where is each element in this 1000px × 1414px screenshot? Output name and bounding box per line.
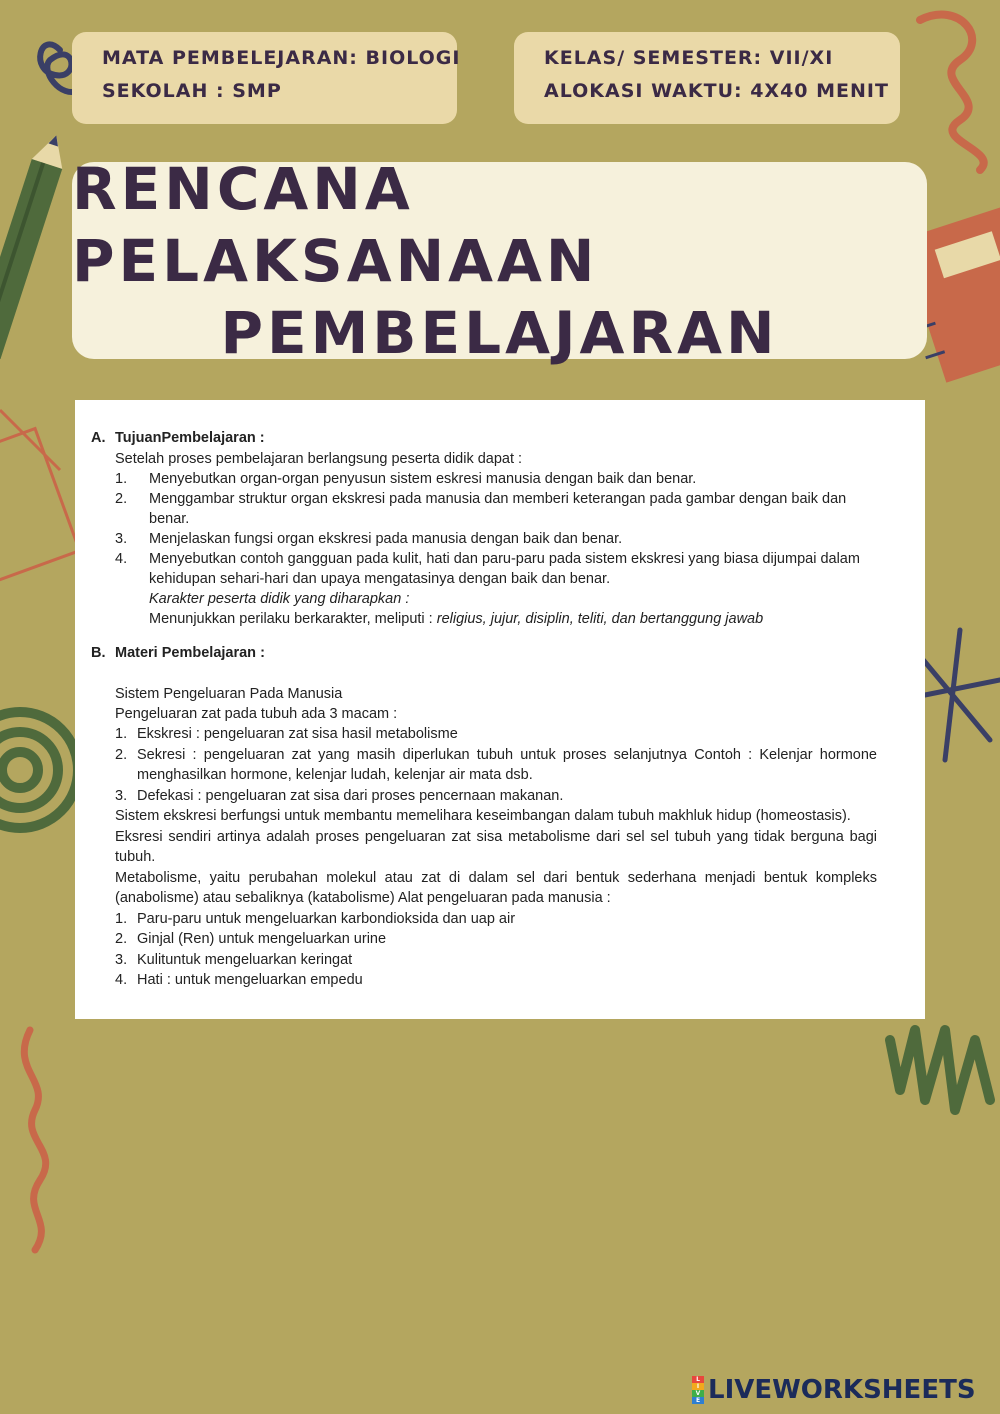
page-title-line1: RENCANA PELAKSANAAN	[72, 154, 599, 295]
time-allocation-label: ALOKASI WAKTU: 4X40 MENIT	[544, 80, 889, 102]
objective-item: 2. Menggambar struktur organ ekskresi pada manusia dan memberi keterangan pada gambar dengan baik dan benar.	[115, 491, 847, 527]
character-values: religius, jujur, disiplin, teliti, dan bertanggung jawab	[436, 611, 764, 627]
title-banner	[72, 154, 927, 367]
organ-item: 1. Paru-paru untuk mengeluarkan karbondioksida dan uap air	[115, 910, 516, 927]
orange-scribble-doodle	[920, 15, 984, 170]
objective-item: 1. Menyebutkan organ-organ penyusun sistem eskresi manusia dengan baik dan benar.	[115, 471, 697, 487]
green-zigzag-doodle	[890, 1030, 990, 1110]
excretion-type-item: 3. Defekasi : pengeluaran zat sisa dari proses pencernaan makanan.	[115, 787, 564, 804]
class-semester-label: KELAS/ SEMESTER: VII/XI	[544, 47, 834, 69]
subject-label: MATA PEMBELEJARAN: BIOLOGI	[102, 47, 461, 69]
objective-item: 3. Menjelaskan fungsi organ ekskresi pada manusia dengan baik dan benar.	[115, 531, 623, 547]
live-badge-icon: L I V E	[692, 1376, 704, 1404]
material-paragraph: Sistem ekskresi berfungsi untuk membantu memelihara keseimbangan dalam tubuh makhluk hidup (homeostasis).	[115, 808, 851, 824]
excretion-type-item: 1. Ekskresi : pengeluaran zat sisa hasil metabolisme	[115, 726, 458, 742]
lesson-document	[75, 400, 925, 1019]
notebook-outline-doodle	[0, 410, 80, 581]
school-label: SEKOLAH : SMP	[102, 80, 282, 102]
section-a-intro: Setelah proses pembelajaran berlangsung peserta didik dapat :	[115, 451, 523, 467]
organ-item: 3. Kulituntuk mengeluarkan keringat	[115, 951, 353, 968]
organ-item: 2. Ginjal (Ren) untuk mengeluarkan urine	[115, 931, 387, 947]
orange-squiggle-doodle	[24, 1030, 45, 1250]
section-b-heading	[91, 643, 877, 664]
character-heading: Karakter peserta didik yang diharapkan :	[149, 591, 410, 607]
section-a-letter: A.	[91, 430, 106, 446]
objective-item: 4. Menyebutkan contoh gangguan pada kulit, hati dan paru-paru pada sistem ekskresi yang biasa dijumpai dalam kehidupan sehari-hari dan upaya mengatasinya dengan baik dan benar.	[115, 551, 860, 587]
page-title-line2: PEMBELAJARAN	[220, 298, 779, 367]
green-spiral-doodle	[0, 712, 78, 828]
pencil-icon	[0, 130, 72, 359]
material-paragraph: Metabolisme, yaitu perubahan molekul atau zat di dalam sel dari bentuk sederhana menjadi bentuk kompleks (anabolisme) atau sebaliknya (katabolisme) Alat pengeluaran pada manusia :	[115, 869, 877, 906]
section-b-letter: B.	[91, 645, 106, 661]
liveworksheets-logo[interactable]	[692, 1375, 976, 1405]
section-a-title: TujuanPembelajaran :	[115, 430, 265, 446]
subject-info-box	[72, 32, 461, 124]
material-paragraph: Eksresi sendiri artinya adalah proses pengeluaran zat sisa metabolisme dari sel sel tubuh yang tidak berguna bagi tubuh.	[115, 828, 877, 865]
section-a-heading	[91, 428, 877, 449]
class-info-box	[514, 32, 900, 124]
material-intro: Pengeluaran zat pada tubuh ada 3 macam :	[115, 706, 398, 722]
material-subtitle: Sistem Pengeluaran Pada Manusia	[115, 686, 343, 702]
section-b-title: Materi Pembelajaran :	[115, 645, 265, 661]
logo-text: LIVEWORKSHEETS	[708, 1375, 976, 1405]
character-line: Menunjukkan perilaku berkarakter, meliputi : religius, jujur, disiplin, teliti, dan bertanggung jawab	[149, 611, 764, 627]
organ-item: 4. Hati : untuk mengeluarkan empedu	[115, 972, 363, 988]
excretion-type-item: 2. Sekresi : pengeluaran zat yang masih diperlukan tubuh untuk proses selanjutnya Contoh : Kelenjar hormone menghasilkan hormone, kelenjar ludah, kelenjar air mata dsb.	[115, 746, 877, 783]
